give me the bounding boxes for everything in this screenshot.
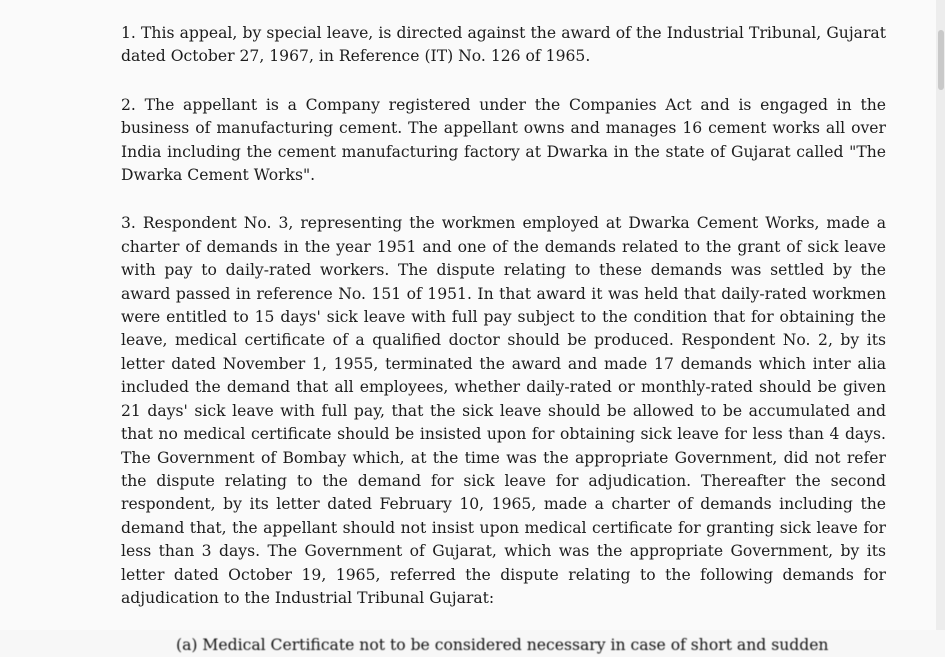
document-body xyxy=(121,22,886,655)
vertical-scrollbar[interactable] xyxy=(936,0,945,630)
scrollbar-thumb[interactable] xyxy=(938,30,944,90)
demand-item-a-partial: (a) Medical Certificate not to be considered necessary in case of short and sudden xyxy=(176,636,829,655)
paragraph-2: 2. The appellant is a Company registered under the Companies Act and is engaged in the business of manufacturing cement. The appellant owns and manages 16 cement works all over India including the cement manufacturing factory at Dwarka in the state of Gujarat called "The Dwarka Cement Works". xyxy=(121,95,886,185)
paragraph-3: 3. Respondent No. 3, representing the workmen employed at Dwarka Cement Works, made a charter of demands in the year 1951 and one of the demands related to the grant of sick leave with pay to daily-rated workers. The dispute relating to these demands was settled by the award passed in reference No. 151 of 1951. In that award it was held that daily-rated workmen were entitled to 15 days' sick leave with full pay subject to the condition that for obtaining the leave, medical certificate of a qualified doctor should be produced. Respondent No. 2, by its letter dated November 1, 1955, terminated the award and made 17 demands which inter alia included the demand that all employees, whether daily-rated or monthly-rated should be given 21 days' sick leave with full pay, that the sick leave should be allowed to be accumulated and that no medical certificate should be insisted upon for obtaining sick leave for less than 4 days. The Government of Bombay which, at the time was the appropriate Government, did not refer the dispute relating to the demand for sick leave for adjudication. Thereafter the second respondent, by its letter dated February 10, 1965, made a charter of demands including the demand that, the appellant should not insist upon medical certificate for granting sick leave for less than 3 days. The Government of Gujarat, which was the appropriate Government, by its letter dated October 19, 1965, referred the dispute relating to the following demands for adjudication to the Industrial Tribunal Gujarat: xyxy=(121,214,886,607)
paragraph-1: 1. This appeal, by special leave, is directed against the award of the Industrial Tribunal, Gujarat dated October 27, 1967, in Reference (IT) No. 126 of 1965. xyxy=(121,24,886,66)
